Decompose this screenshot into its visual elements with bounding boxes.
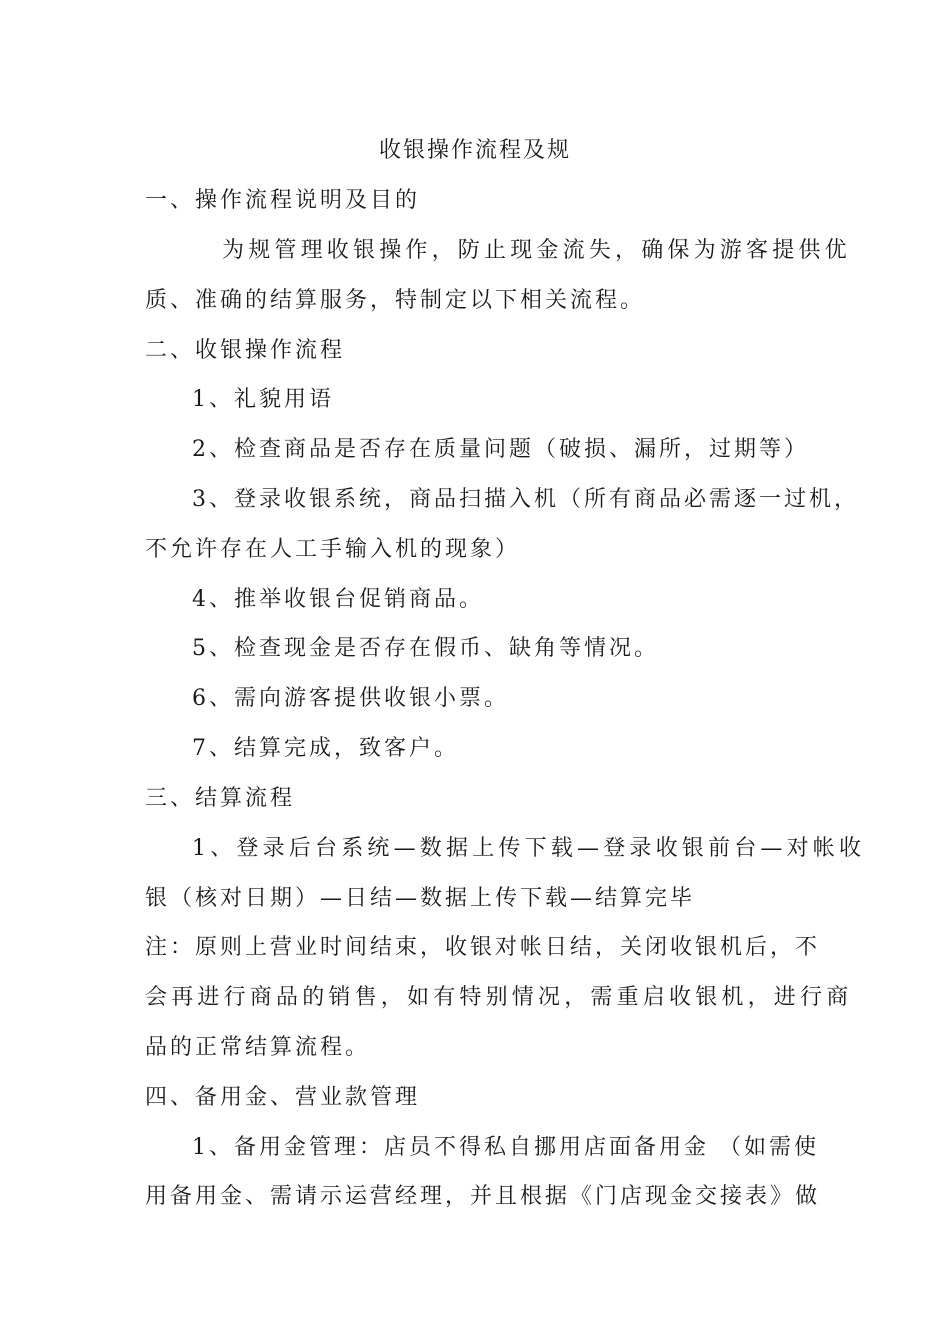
section-heading-4: 四、备用金、营业款管理	[145, 1085, 421, 1110]
list-item-continuation: 用备用金、需请示运营经理，并且根据《门店现金交接表》做	[145, 1184, 821, 1209]
note-line: 品的正常结算流程。	[145, 1035, 371, 1060]
list-item: 1、登录后台系统—数据上传下载—登录收银前台—对帐收	[192, 836, 866, 861]
paragraph-line: 质、准确的结算服务，特制定以下相关流程。	[145, 288, 646, 313]
list-item: 4、推举收银台促销商品。	[192, 587, 484, 612]
note-line: 注：原则上营业时间结束，收银对帐日结，关闭收银机后，不	[145, 935, 821, 960]
list-item: 2、检查商品是否存在质量问题（破损、漏所，过期等）	[192, 437, 809, 462]
paragraph-line: 为规管理收银操作，防止现金流失，确保为游客提供优	[222, 238, 851, 263]
section-heading-3: 三、结算流程	[145, 786, 296, 811]
section-heading-1: 一、操作流程说明及目的	[145, 188, 421, 213]
list-item: 3、登录收银系统，商品扫描入机（所有商品必需逐一过机，	[192, 487, 859, 512]
section-heading-2: 二、收银操作流程	[145, 338, 346, 363]
list-item-continuation: 银（核对日期）—日结—数据上传下载—结算完毕	[145, 886, 696, 911]
list-item: 6、需向游客提供收银小票。	[192, 686, 509, 711]
list-item: 1、礼貌用语	[192, 387, 334, 412]
list-item-continuation: 不允许存在人工手输入机的现象）	[145, 537, 521, 562]
note-line: 会再进行商品的销售，如有特别情况，需重启收银机，进行商	[145, 985, 853, 1010]
list-item: 7、结算完成，致客户。	[192, 736, 459, 761]
list-item: 5、检查现金是否存在假币、缺角等情况。	[192, 636, 659, 661]
list-item: 1、备用金管理：店员不得私自挪用店面备用金 （如需使	[192, 1135, 819, 1160]
document-title: 收银操作流程及规	[378, 138, 571, 163]
